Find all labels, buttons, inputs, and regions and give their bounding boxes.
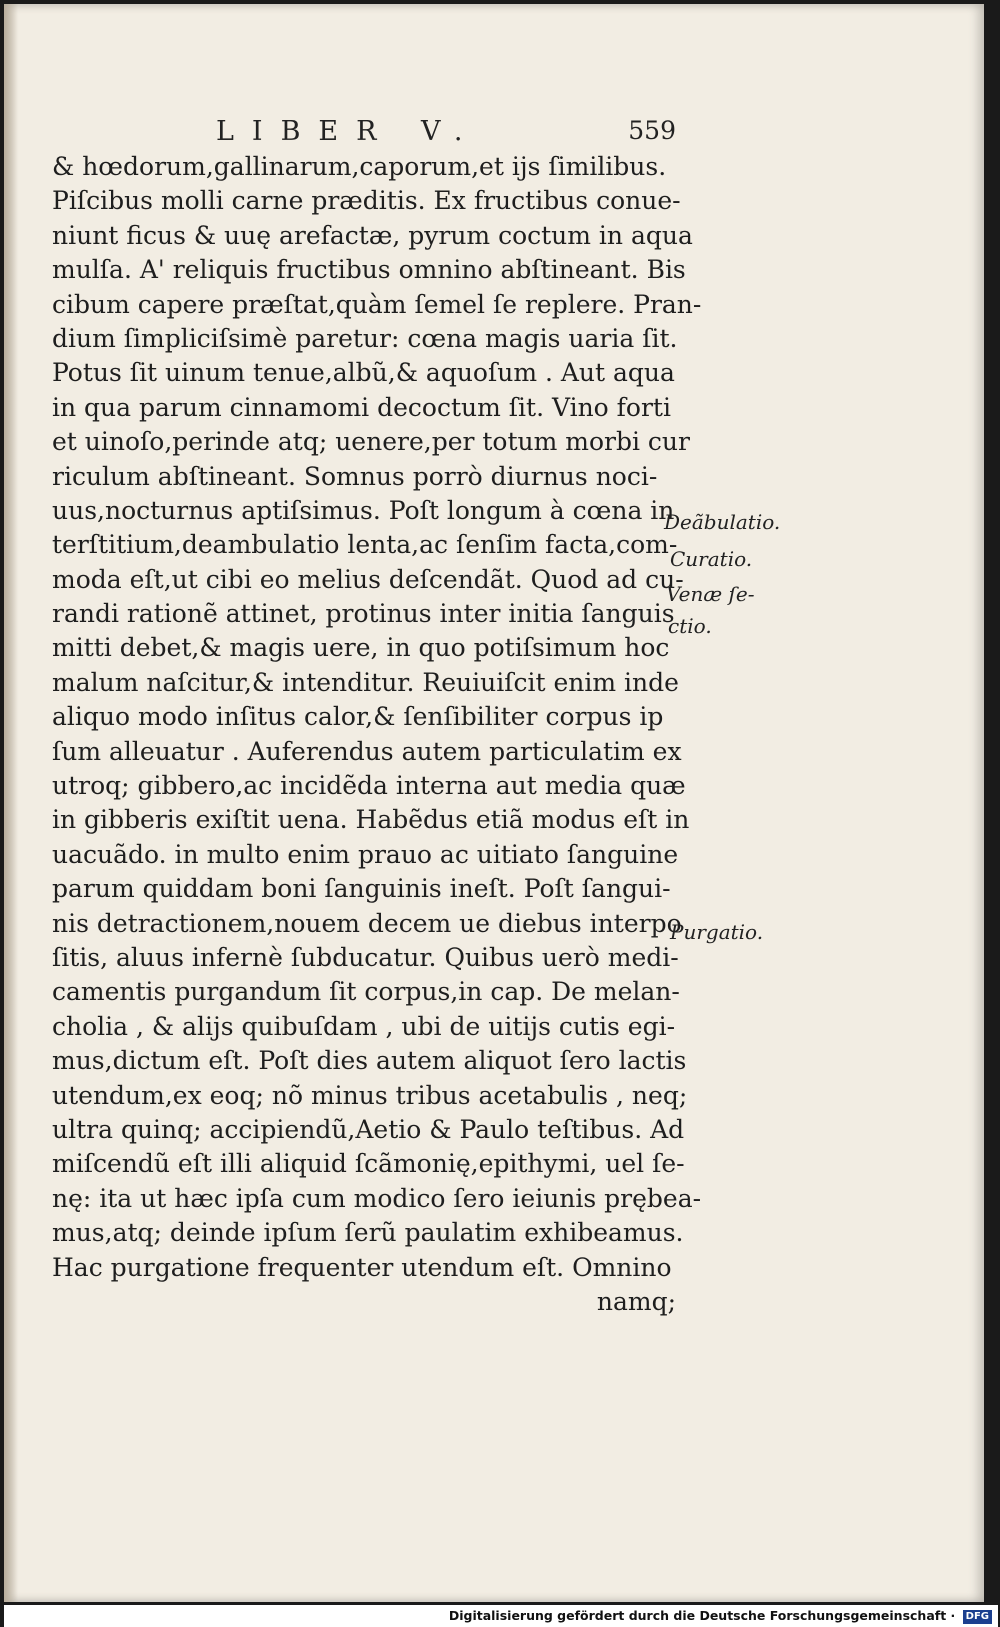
text-line: et uinoſo,perinde atq; uenere,per totum morbi cur	[52, 427, 690, 457]
text-line: nę: ita ut hæc ipſa cum modico ſero ieiunis prębea-	[52, 1183, 702, 1213]
text-line: uacuãdo. in multo enim prauo ac uitiato ſanguine	[52, 839, 679, 869]
text-line: dium ſimpliciſsimè paretur: cœna magis uaria ſit.	[52, 323, 678, 353]
text-line: utroq; gibbero,ac incidẽda interna aut media quæ	[52, 771, 686, 801]
text-line: mitti debet,& magis uere, in quo potiſsimum hoc	[52, 633, 670, 663]
running-header	[216, 116, 676, 150]
book-page	[4, 4, 984, 1602]
credit-text: Digitalisierung gefördert durch die Deutsche Forschungsgemeinschaft ·	[448, 1608, 956, 1623]
text-line: Potus ſit uinum tenue,albũ,& aquoſum . Aut aqua	[52, 358, 675, 388]
text-line: randi rationẽ attinet, protinus inter initia ſanguis	[52, 599, 675, 629]
margin-note-venae-sectio: Venæ ſe-	[666, 582, 755, 606]
running-title: LIBER V.	[216, 116, 481, 147]
text-line: uus,nocturnus aptiſsimus. Poſt longum à cœna in	[52, 495, 675, 525]
margin-note-venae-sectio-cont: ctio.	[668, 614, 712, 638]
text-line: cholia , & alijs quibuſdam , ubi de uitijs cutis egi-	[52, 1011, 676, 1041]
digitization-credit	[449, 1607, 992, 1625]
text-line: utendum,ex eoq; nõ minus tribus acetabulis , neq;	[52, 1080, 688, 1110]
text-line: terſtitium,deambulatio lenta,ac ſenſim facta,com-	[52, 530, 678, 560]
page-spine-shadow	[4, 4, 18, 1602]
text-line: mus,atq; deinde ipſum ſerũ paulatim exhibeamus.	[52, 1218, 684, 1248]
text-line: miſcendũ eſt illi aliquid ſcãmonię,epithymi, uel ſe-	[52, 1149, 685, 1179]
text-line: cibum capere præſtat,quàm ſemel ſe replere. Pran-	[52, 289, 702, 319]
text-line: mus,dictum eſt. Poſt dies autem aliquot ſero lactis	[52, 1046, 687, 1076]
text-line: ſitis, aluus infernè ſubducatur. Quibus uerò medi-	[52, 942, 679, 972]
text-line: camentis purgandum ſit corpus,in cap. De melan-	[52, 977, 680, 1007]
catchword: namq;	[596, 1286, 676, 1316]
margin-note-purgatio: Purgatio.	[670, 920, 764, 944]
text-line: parum quiddam boni ſanguinis ineſt. Poſt ſangui-	[52, 874, 671, 904]
text-line: in qua parum cinnamomi decoctum ſit. Vino forti	[52, 392, 671, 422]
dfg-logo: DFG	[963, 1610, 992, 1624]
margin-note-deambulatio: Deãbulatio.	[664, 510, 781, 534]
text-line: Hac purgatione frequenter utendum eſt. Omnino	[52, 1252, 672, 1282]
text-line: mulſa. A' reliquis fructibus omnino abſtineant. Bis	[52, 255, 686, 285]
text-line: in gibberis exiſtit uena. Habẽdus etiã modus eſt in	[52, 805, 690, 835]
text-line: & hœdorum,gallinarum,caporum,et ijs ſimilibus.	[52, 152, 667, 181]
margin-note-curatio: Curatio.	[670, 547, 753, 571]
text-line: ultra quinq; accipiendũ,Aetio & Paulo teſtibus. Ad	[52, 1114, 685, 1144]
text-line: aliquo modo inſitus calor,& ſenſibiliter corpus ip	[52, 702, 664, 732]
text-line: Piſcibus molli carne præditis. Ex fructibus conue-	[52, 186, 681, 216]
body-text	[52, 150, 702, 1319]
text-line: riculum abſtineant. Somnus porrò diurnus noci-	[52, 461, 658, 491]
text-line: niunt ficus & uuę arefactæ, pyrum coctum in aqua	[52, 220, 693, 250]
page-number: 559	[628, 116, 676, 145]
text-line: malum naſcitur,& intenditur. Reuiuiſcit enim inde	[52, 667, 679, 697]
text-line: ſum alleuatur . Auferendus autem particulatim ex	[52, 736, 682, 766]
text-line: nis detractionem,nouem decem ue diebus interpo	[52, 908, 682, 938]
text-line: moda eſt,ut cibi eo melius deſcendãt. Quod ad cu-	[52, 564, 684, 594]
